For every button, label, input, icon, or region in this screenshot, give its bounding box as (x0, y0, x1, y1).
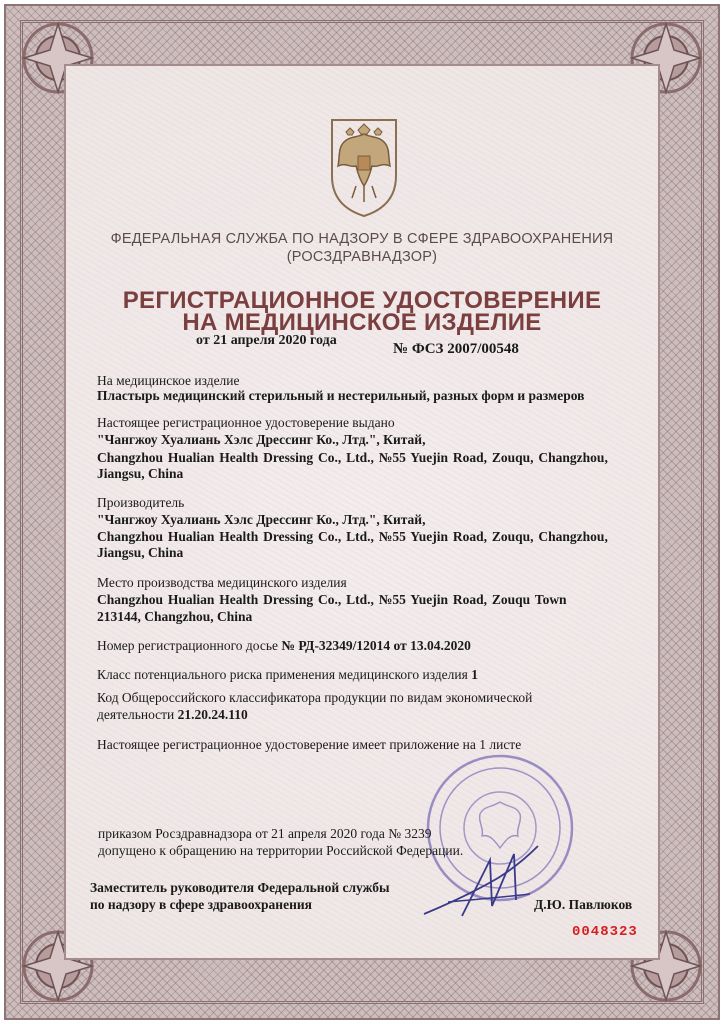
manufacturer-label: Производитель (97, 495, 185, 510)
signer-name: Д.Ю. Павлюков (534, 897, 633, 912)
dossier-number: № РД-32349/12014 от 13.04.2020 (281, 638, 471, 653)
device-label: На медицинское изделие (97, 373, 240, 388)
risk-class-value: 1 (471, 667, 478, 682)
appendix-note: Настоящее регистрационное удостоверение имеет приложение на 1 листе (97, 737, 522, 752)
production-site-label: Место производства медицинского изделия (97, 575, 347, 590)
dossier-label: Номер регистрационного досье (97, 638, 282, 653)
issued-to-address: Changzhou Hualian Health Dressing Co., Ltd., №55 Yuejin Road, Zouqu, Changzhou, (97, 450, 608, 465)
signer-position: Заместитель руководителя Федеральной службы (90, 880, 390, 895)
okpd-row (97, 707, 248, 723)
issued-to-name-ru: "Чангжоу Хуалиань Хэлс Дрессинг Ко., Лтд.", Китай, (97, 432, 426, 447)
manufacturer-name-ru: "Чангжоу Хуалиань Хэлс Дрессинг Ко., Лтд.", Китай, (97, 512, 426, 527)
agency-abbreviation: (РОСЗДРАВНАДЗОР) (286, 249, 438, 265)
risk-class-row (97, 667, 478, 683)
issued-to-region: Jiangsu, China (97, 466, 184, 481)
certificate-date: от 21 апреля 2020 года (196, 333, 337, 348)
manufacturer-region: Jiangsu, China (97, 545, 184, 560)
dossier-row (97, 638, 471, 654)
manufacturer-address: Changzhou Hualian Health Dressing Co., Ltd., №55 Yuejin Road, Zouqu, Changzhou, (97, 529, 608, 544)
agency-name: ФЕДЕРАЛЬНАЯ СЛУЖБА ПО НАДЗОРУ В СФЕРЕ ЗДРАВООХРАНЕНИЯ (110, 231, 614, 247)
production-site-city: 213144, Changzhou, China (97, 609, 253, 624)
order-line-2: допущено к обращению на территории Российской Федерации. (98, 843, 464, 858)
okpd-label: Код Общероссийского классификатора продукции по видам экономической (97, 690, 533, 705)
production-site-address: Changzhou Hualian Health Dressing Co., Ltd., №55 Yuejin Road, Zouqu Town (97, 592, 567, 607)
document-subtitle: НА МЕДИЦИНСКОЕ ИЗДЕЛИЕ (182, 309, 542, 336)
issued-to-label: Настоящее регистрационное удостоверение выдано (97, 415, 395, 430)
signer-position-cont: по надзору в сфере здравоохранения (90, 897, 312, 912)
signature-icon (418, 842, 548, 924)
document-title: РЕГИСТРАЦИОННОЕ УДОСТОВЕРЕНИЕ (122, 287, 602, 314)
certificate-number: № ФСЗ 2007/00548 (393, 341, 519, 357)
okpd-label-cont: деятельности (97, 707, 178, 722)
risk-class-label: Класс потенциального риска применения медицинского изделия (97, 667, 472, 682)
coat-of-arms-icon (322, 116, 406, 220)
serial-number: 0048323 (572, 924, 638, 940)
order-line-1: приказом Росздравнадзора от 21 апреля 2020 года № 3239 (98, 826, 432, 841)
device-name: Пластырь медицинский стерильный и нестерильный, разных форм и размеров (97, 388, 585, 403)
okpd-code: 21.20.24.110 (177, 707, 248, 722)
